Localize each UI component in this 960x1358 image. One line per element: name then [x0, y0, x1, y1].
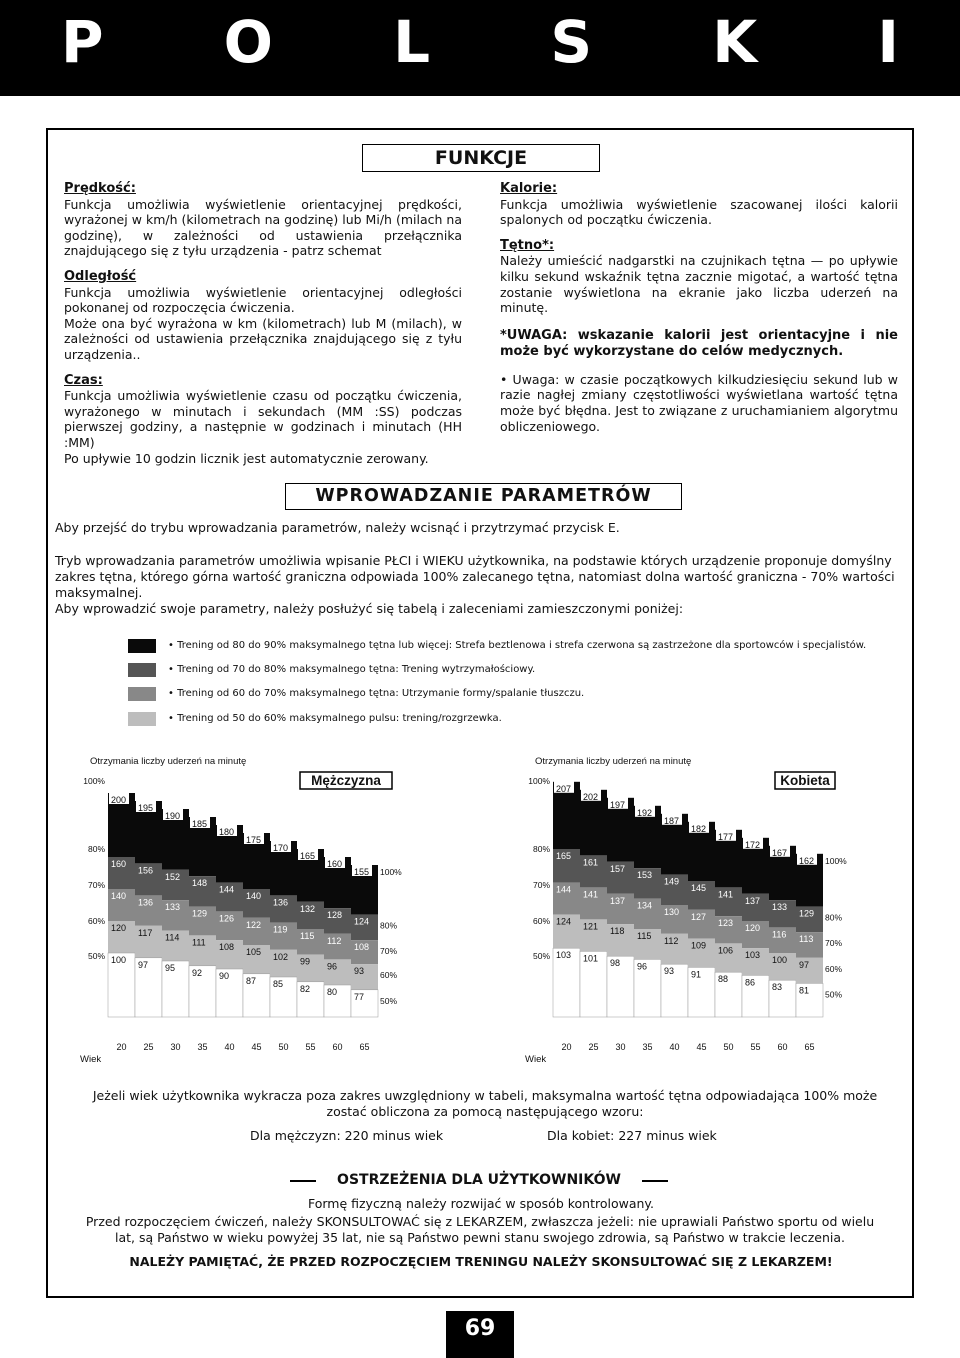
chart-men — [60, 752, 460, 1070]
legend-text: • Trening od 60 do 70% maksymalnego tętna: Utrzymanie formy/spalanie tłuszczu. — [168, 688, 585, 699]
chart-percent-label: 70% — [532, 880, 550, 890]
chart-women — [505, 752, 905, 1070]
chart-value-label: 80 — [327, 987, 338, 997]
legend-swatch — [128, 687, 156, 701]
chart-title: Kobieta — [780, 773, 830, 788]
uwaga-note: • Uwaga: w czasie początkowych kilkudziesięciu sekund lub w razie nagłej zmiany częstotliwości wyświetlana wartość tętna może być błędna. Jest to związane z uruchamianiem algorytmu obliczeniowego. — [500, 371, 898, 434]
chart-value-label: 118 — [610, 926, 625, 937]
chart-value-label: 87 — [246, 975, 257, 986]
chart-ylabel: Otrzymania liczby uderzeń na minutę — [535, 756, 692, 767]
legend-text: • Trening od 50 do 60% maksymalnego pulsu: trening/rozgrzewka. — [168, 713, 502, 724]
params-heading: WPROWADZANIE PARAMETRÓW — [285, 483, 682, 510]
chart-value-label: 115 — [637, 931, 652, 941]
chart-right-percent-label: 80% — [380, 920, 398, 931]
chart-value-label: 165 — [556, 851, 572, 861]
chart-tick-label: 60 — [777, 1042, 788, 1052]
chart-value-label: 187 — [664, 815, 680, 826]
chart-right-percent-label: 50% — [825, 989, 843, 1000]
uwaga-bold: *UWAGA: wskazanie kalorii jest orientacyjne i nie może być wykorzystane do celów medycznych. — [500, 327, 898, 359]
chart-value-label: 77 — [354, 991, 365, 1002]
chart-percent-label: 70% — [87, 880, 105, 890]
chart-value-label: 112 — [327, 935, 342, 946]
chart-value-label: 93 — [664, 966, 675, 977]
chart-value-label: 85 — [273, 979, 284, 989]
chart-value-label: 141 — [718, 889, 734, 900]
chart-tick-label: 50 — [278, 1042, 289, 1052]
chart-value-label: 100 — [111, 955, 127, 965]
chart-value-label: 109 — [691, 940, 707, 951]
chart-value-label: 133 — [772, 902, 788, 913]
chart-value-label: 133 — [165, 902, 181, 913]
chart-value-label: 140 — [246, 891, 262, 901]
chart-value-label: 137 — [610, 895, 626, 906]
chart-percent-label: 50% — [532, 951, 550, 961]
chart-value-label: 115 — [300, 931, 315, 941]
czas-text-1: Funkcja umożliwia wyświetlenie czasu od początku ćwiczenia, wyrażonego w minutach i sekundach (MM :SS) podczas pierwszej godziny, a następnie w godzinach i minutach (HH :MM) — [64, 388, 462, 450]
chart-value-label: 121 — [583, 921, 599, 932]
chart-value-label: 161 — [583, 857, 599, 868]
czas-title: Czas: — [64, 372, 103, 388]
chart-value-label: 145 — [691, 883, 707, 893]
odleglosc-title: Odległość — [64, 268, 137, 284]
chart-value-label: 156 — [138, 865, 154, 876]
chart-tick-label: 60 — [332, 1042, 343, 1052]
chart-value-label: 106 — [718, 945, 734, 956]
chart-value-label: 137 — [745, 895, 761, 906]
legend-row — [128, 663, 908, 677]
banner-title: P O L S K I — [60, 8, 950, 76]
chart-value-label: 200 — [111, 795, 127, 805]
chart-value-label: 96 — [637, 961, 648, 972]
chart-value-label: 92 — [192, 967, 203, 978]
chart-value-label: 98 — [610, 958, 621, 969]
chart-value-label: 167 — [772, 847, 788, 858]
chart-tick-label: 35 — [642, 1042, 653, 1052]
chart-tick-label: 65 — [359, 1042, 370, 1052]
chart-value-label: 132 — [300, 903, 316, 914]
page-number: 69 — [464, 1316, 496, 1341]
chart-value-label: 153 — [637, 870, 653, 881]
chart-tick-label: 50 — [723, 1042, 734, 1052]
chart-tick-label: 65 — [804, 1042, 815, 1052]
left-column — [64, 181, 462, 466]
chart-tick-label: 45 — [696, 1042, 707, 1052]
chart-value-label: 105 — [246, 947, 262, 957]
chart-right-percent-label: 100% — [380, 867, 402, 877]
warnings-heading: OSTRZEŻENIA DLA UŻYTKOWNIKÓW — [316, 1171, 642, 1191]
odleglosc-text-2: Może ona być wyrażona w km (kilometrach) lub M (milach), w zależności od ustawienia przełącznika znajdującego się z tyłu urządzenia.. — [64, 315, 462, 362]
chart-value-label: 108 — [354, 942, 370, 953]
chart-value-label: 160 — [327, 859, 343, 869]
params-p3: Aby wprowadzić swoje parametry, należy posłużyć się tabelą i zaleceniami zamieszczonymi poniżej: — [55, 601, 684, 616]
chart-percent-label: 60% — [532, 916, 550, 926]
chart-value-label: 155 — [354, 867, 370, 877]
chart-value-label: 122 — [246, 919, 262, 930]
chart-value-label: 90 — [219, 971, 230, 981]
chart-value-label: 113 — [799, 934, 814, 945]
chart-value-label: 185 — [192, 819, 208, 829]
chart-value-label: 117 — [138, 927, 153, 938]
chart-value-label: 134 — [637, 900, 653, 911]
chart-value-label: 124 — [354, 916, 370, 927]
chart-tick-label: 30 — [615, 1042, 626, 1052]
chart-value-label: 83 — [772, 982, 783, 993]
legend-text: • Trening od 80 do 90% maksymalnego tętna lub więcej: Strefa beztlenowa i strefa czerwona są zastrzeżone dla sportowców i specjalistów. — [168, 640, 867, 651]
warnings-line-1: Formę fizyczną należy rozwijać w sposób kontrolowany. — [307, 1196, 655, 1211]
chart-value-label: 124 — [556, 916, 572, 927]
language-banner — [0, 0, 960, 96]
params-p2: Tryb wprowadzania parametrów umożliwia wpisanie PŁCI i WIEKU użytkownika, na podstawie których urządzenie proponuje domyślny zakres tętna, którego górna wartość graniczna odpowiada 100% zalecanego tętna, natomiast dolna wartość graniczna - 70% wartości maksymalnej. — [55, 553, 895, 600]
chart-value-label: 141 — [583, 889, 599, 900]
chart-xlabel: Wiek — [80, 1054, 102, 1065]
chart-value-label: 136 — [273, 897, 289, 908]
chart-value-label: 177 — [718, 831, 734, 842]
chart-value-label: 100 — [772, 955, 788, 965]
chart-value-label: 149 — [664, 876, 680, 887]
odleglosc-text-1: Funkcja umożliwia wyświetlenie orientacyjnej odległości pokonanej od rozpoczęcia ćwiczenia. — [64, 284, 462, 316]
chart-value-label: 195 — [138, 803, 154, 813]
legend-row — [128, 712, 908, 726]
chart-value-label: 180 — [219, 827, 235, 837]
chart-value-label: 128 — [327, 910, 343, 921]
chart-value-label: 88 — [718, 974, 729, 985]
chart-tick-label: 45 — [251, 1042, 262, 1052]
chart-value-label: 101 — [583, 953, 599, 964]
chart-percent-label: 80% — [87, 844, 105, 854]
legend-row — [128, 639, 908, 653]
formula-intro: Jeżeli wiek użytkownika wykracza poza zakres uwzględniony w tabeli, maksymalna wartość tętna odpowiadająca 100% może zostać obliczona za pomocą następującego wzoru: — [92, 1088, 878, 1119]
tetno-title: Tętno*: — [500, 237, 555, 253]
chart-right-percent-label: 70% — [825, 938, 843, 949]
chart-right-percent-label: 60% — [825, 963, 843, 974]
chart-value-label: 190 — [165, 811, 181, 821]
chart-value-label: 103 — [745, 950, 761, 961]
chart-value-label: 97 — [799, 959, 810, 970]
chart-ylabel: Otrzymania liczby uderzeń na minutę — [90, 756, 247, 767]
chart-percent-label: 80% — [532, 844, 550, 854]
chart-value-label: 114 — [165, 932, 180, 943]
formula-women: Dla kobiet: 227 minus wiek — [547, 1128, 717, 1143]
chart-value-label: 182 — [691, 823, 707, 834]
chart-percent-label: 100% — [83, 776, 105, 786]
params-p1: Aby przejść do trybu wprowadzania parametrów, należy wcisnąć i przytrzymać przycisk E. — [55, 520, 620, 535]
chart-value-label: 102 — [273, 951, 289, 962]
chart-value-label: 129 — [799, 908, 815, 919]
legend-row — [128, 687, 908, 701]
chart-value-label: 144 — [556, 884, 572, 895]
right-column — [500, 181, 898, 434]
chart-value-label: 112 — [664, 935, 679, 946]
chart-title: Mężczyzna — [311, 773, 381, 788]
chart-tick-label: 20 — [116, 1042, 127, 1052]
chart-value-label: 123 — [718, 918, 734, 929]
chart-value-label: 116 — [772, 929, 787, 940]
formula-men: Dla mężczyzn: 220 minus wiek — [250, 1128, 444, 1143]
predkosc-title: Prędkość: — [64, 181, 136, 196]
chart-value-label: 160 — [111, 859, 127, 869]
chart-value-label: 127 — [691, 911, 707, 922]
chart-value-label: 99 — [300, 956, 311, 967]
chart-right-percent-label: 50% — [380, 995, 398, 1006]
kalorie-title: Kalorie: — [500, 181, 558, 196]
chart-tick-label: 20 — [561, 1042, 572, 1052]
legend-swatch — [128, 712, 156, 726]
chart-value-label: 91 — [691, 969, 702, 980]
czas-text-2: Po upływie 10 godzin licznik jest automatycznie zerowany. — [64, 450, 429, 466]
chart-value-label: 175 — [246, 835, 262, 845]
chart-tick-label: 35 — [197, 1042, 208, 1052]
chart-value-label: 202 — [583, 791, 599, 802]
legend-swatch — [128, 639, 156, 653]
legend-swatch — [128, 663, 156, 677]
chart-value-label: 144 — [219, 884, 235, 895]
chart-value-label: 86 — [745, 977, 756, 988]
chart-value-label: 207 — [556, 783, 572, 794]
legend-text: • Trening od 70 do 80% maksymalnego tętna: Trening wytrzymałościowy. — [168, 664, 536, 675]
chart-value-label: 96 — [327, 961, 338, 972]
chart-percent-label: 100% — [528, 776, 550, 786]
chart-value-label: 126 — [219, 913, 235, 924]
chart-value-label: 170 — [273, 843, 289, 853]
chart-tick-label: 40 — [224, 1042, 235, 1052]
warnings-line-2: Przed rozpoczęciem ćwiczeń, należy SKONSULTOWAĆ się z LEKARZEM, zwłaszcza jeżeli: nie uprawiali Państwo sportu od wielu lat, są Państwo w wieku powyżej 35 lat, nie są Państwo pewni stanu swojego zdrowia, są Państwo w trakcie leczenia. — [85, 1214, 875, 1245]
chart-value-label: 165 — [300, 851, 316, 861]
chart-value-label: 130 — [664, 907, 680, 917]
chart-value-label: 119 — [273, 924, 288, 935]
chart-value-label: 172 — [745, 839, 761, 850]
chart-right-percent-label: 70% — [380, 946, 398, 957]
chart-value-label: 97 — [138, 959, 149, 970]
chart-value-label: 111 — [192, 937, 206, 948]
chart-percent-label: 60% — [87, 916, 105, 926]
chart-value-label: 103 — [556, 950, 572, 961]
chart-tick-label: 25 — [588, 1042, 599, 1052]
chart-value-label: 108 — [219, 942, 235, 953]
chart-right-percent-label: 60% — [380, 970, 398, 981]
chart-right-percent-label: 80% — [825, 912, 843, 923]
chart-right-percent-label: 100% — [825, 855, 847, 866]
chart-value-label: 120 — [745, 923, 761, 933]
chart-tick-label: 55 — [750, 1042, 761, 1052]
chart-value-label: 157 — [610, 863, 626, 874]
predkosc-text: Funkcja umożliwia wyświetlenie orientacyjnej prędkości, wyrażonej w km/h (kilometrach na godzinę) lub Mi/h (milach na godzinę), w zależności od ustawienia przełącznika znajdującego się z tyłu urządzenia - patrz schemat — [64, 196, 462, 259]
funkcje-heading: FUNKCJE — [362, 144, 600, 172]
chart-value-label: 82 — [300, 983, 311, 994]
chart-value-label: 93 — [354, 966, 365, 977]
chart-value-label: 81 — [799, 985, 810, 996]
chart-tick-label: 25 — [143, 1042, 154, 1052]
chart-value-label: 148 — [192, 878, 208, 889]
chart-value-label: 152 — [165, 871, 181, 882]
chart-value-label: 136 — [138, 897, 154, 908]
chart-tick-label: 30 — [170, 1042, 181, 1052]
tetno-text: Należy umieścić nadgarstki na czujnikach tętna — po upływie kilku sekund wskaźnik tętna zacznie migotać, a wartość tętna zostanie wyświetlona na ekranie jako liczba uderzeń na minutę. — [500, 253, 898, 316]
kalorie-text: Funkcja umożliwia wyświetlenie szacowanej ilości kalorii spalonych od początku ćwiczenia. — [500, 196, 898, 228]
chart-value-label: 192 — [637, 807, 653, 818]
chart-value-label: 120 — [111, 923, 127, 933]
chart-percent-label: 50% — [87, 951, 105, 961]
chart-tick-label: 55 — [305, 1042, 316, 1052]
chart-value-label: 197 — [610, 799, 626, 810]
chart-value-label: 162 — [799, 855, 815, 866]
chart-value-label: 140 — [111, 891, 127, 901]
chart-xlabel: Wiek — [525, 1054, 547, 1065]
chart-value-label: 95 — [165, 963, 176, 973]
chart-tick-label: 40 — [669, 1042, 680, 1052]
chart-value-label: 129 — [192, 908, 208, 919]
warnings-line-3: NALEŻY PAMIĘTAĆ, ŻE PRZED ROZPOCZĘCIEM TRENINGU NALEŻY SKONSULTOWAĆ SIĘ Z LEKARZEM! — [129, 1254, 833, 1269]
